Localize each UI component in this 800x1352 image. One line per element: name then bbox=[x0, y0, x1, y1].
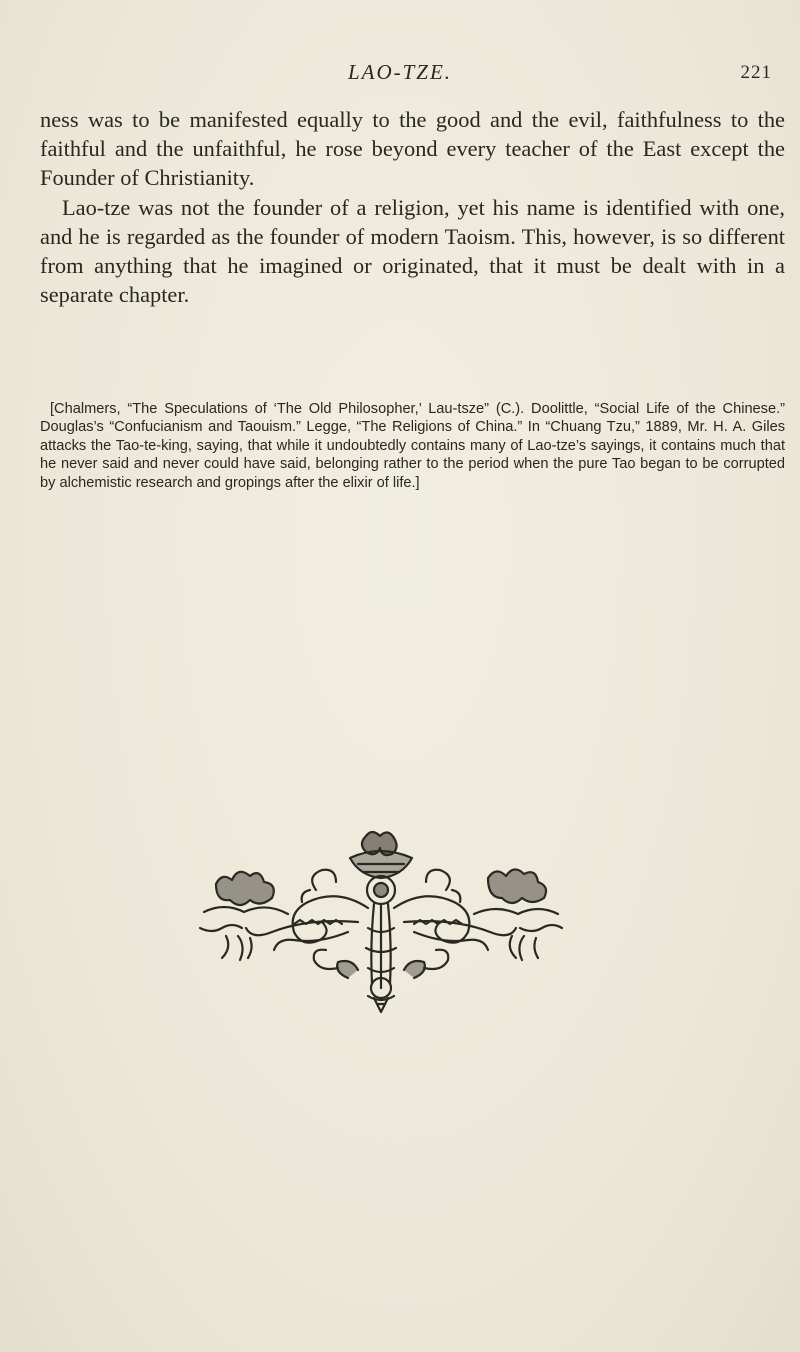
floral-tailpiece-ornament-icon bbox=[198, 828, 564, 1014]
bibliographic-footnote: [Chalmers, “The Speculations of ‘The Old Philosopher,’ Lau-tsze” (C.). Doolittle, “Social Life of the Chinese.” Douglas’s “Confucianism and Taouism.” Legge, “The Religions of China.” In “Chuang Tzu,” 1889, Mr. H. A. Giles attacks the Tao-te-king, saying, that while it undoubtedly contains many of Lao-tze’s sayings, it contains much that he never said and never could have said, belonging rather to the period when the pure Tao began to be corrupted by alchemistic research and gropings after the elixir of life.] bbox=[40, 401, 785, 491]
running-title: LAO-TZE. bbox=[347, 60, 453, 84]
body-text bbox=[40, 105, 785, 309]
page-number: 221 bbox=[740, 62, 772, 83]
paragraph-taoism: Lao-tze was not the founder of a religion, yet his name is identified with one, and he is regarded as the founder of modern Taoism. This, however, is so different from anything that he imagined or originated, that it must be dealt with in a separate chapter. bbox=[40, 194, 785, 308]
paragraph-continuation: ness was to be manifested equally to the good and the evil, faithfulness to the faithful and the unfaithful, he rose beyond every teacher of the East except the Founder of Christianity. bbox=[40, 107, 785, 191]
running-head bbox=[0, 60, 800, 90]
